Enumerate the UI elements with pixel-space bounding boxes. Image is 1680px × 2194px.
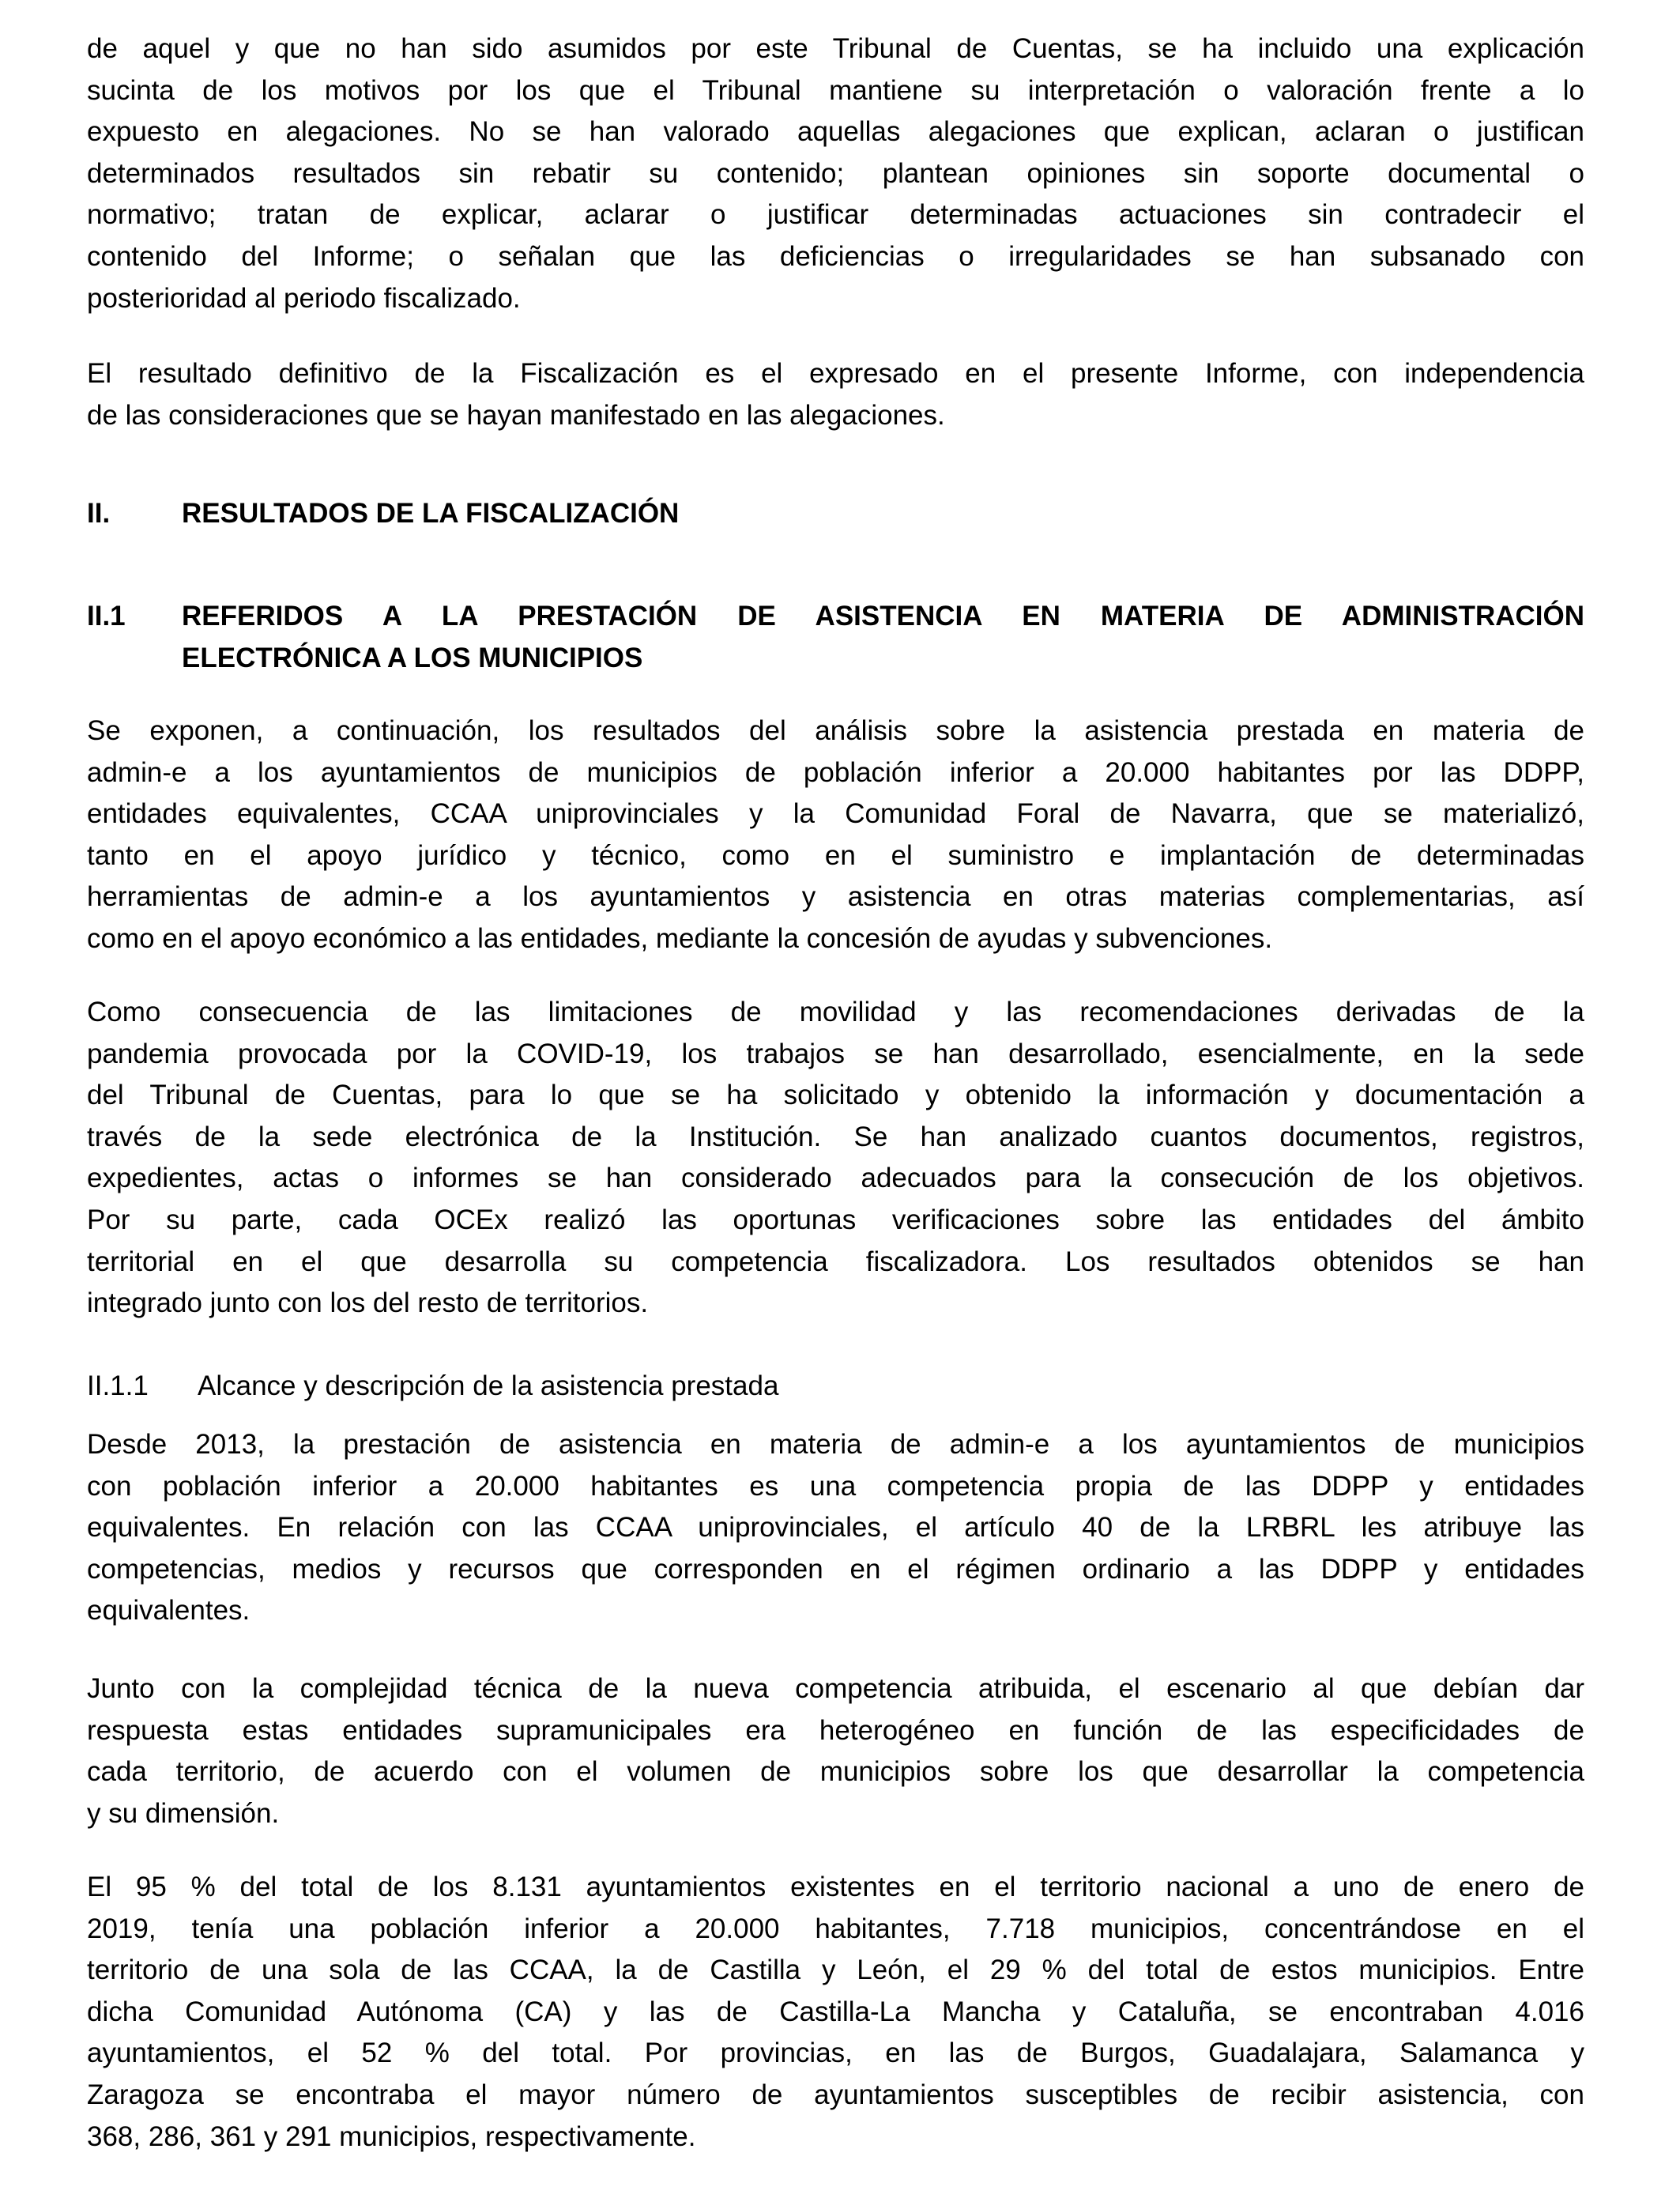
text-line: herramientas de admin-e a los ayuntamientos y asistencia en otras materias complementarias, así bbox=[87, 881, 1584, 913]
paragraph-alegaciones bbox=[87, 28, 1584, 319]
text-line: Desde 2013, la prestación de asistencia en materia de admin-e a los ayuntamientos de municipios bbox=[87, 1429, 1584, 1460]
heading-number: II.1 bbox=[87, 601, 126, 631]
text-line: territorial en el que desarrolla su competencia fiscalizadora. Los resultados obtenidos se han bbox=[87, 1246, 1584, 1277]
text-line: integrado junto con los del resto de territorios. bbox=[87, 1287, 649, 1319]
text-line: Junto con la complejidad técnica de la nueva competencia atribuida, el escenario al que debían dar bbox=[87, 1673, 1584, 1704]
text-line: expedientes, actas o informes se han considerado adecuados para la consecución de los objetivos. bbox=[87, 1163, 1584, 1194]
text-line: territorio de una sola de las CCAA, la de Castilla y León, el 29 % del total de estos municipios. Entre bbox=[87, 1955, 1584, 1986]
text-line: tanto en el apoyo jurídico y técnico, como en el suministro e implantación de determinadas bbox=[87, 839, 1584, 871]
text-line: equivalentes. En relación con las CCAA uniprovinciales, el artículo 40 de la LRBRL les atribuye las bbox=[87, 1512, 1584, 1544]
text-line: Como consecuencia de las limitaciones de movilidad y las recomendaciones derivadas de la bbox=[87, 997, 1584, 1027]
text-line: sucinta de los motivos por los que el Tribunal mantiene su interpretación o valoración frente a lo bbox=[87, 74, 1584, 106]
text-line: del Tribunal de Cuentas, para lo que se ha solicitado y obtenido la información y documentación a bbox=[87, 1080, 1584, 1111]
heading-number: II.1.1 bbox=[87, 1370, 149, 1401]
heading-line: ELECTRÓNICA A LOS MUNICIPIOS bbox=[182, 642, 643, 673]
text-line: dicha Comunidad Autónoma (CA) y las de Castilla-La Mancha y Cataluña, se encontraban 4.016 bbox=[87, 1996, 1584, 2027]
text-line: y su dimensión. bbox=[87, 1797, 280, 1829]
text-line: El resultado definitivo de la Fiscalización es el expresado en el presente Informe, con independencia bbox=[87, 358, 1584, 389]
text-line: ayuntamientos, el 52 % del total. Por provincias, en las de Burgos, Guadalajara, Salamanca y bbox=[87, 2038, 1584, 2069]
paragraph-exposicion-resultados bbox=[87, 711, 1584, 960]
heading-text: RESULTADOS DE LA FISCALIZACIÓN bbox=[182, 498, 680, 529]
text-line: Zaragoza se encontraba el mayor número de ayuntamientos susceptibles de recibir asistencia, con bbox=[87, 2079, 1584, 2110]
paragraph-resultado-definitivo bbox=[87, 353, 1584, 436]
text-line: expuesto en alegaciones. No se han valorado aquellas alegaciones que explican, aclaran o justifican bbox=[87, 116, 1584, 148]
text-line: como en el apoyo económico a las entidades, mediante la concesión de ayudas y subvenciones. bbox=[87, 922, 1273, 954]
heading-line: REFERIDOS A LA PRESTACIÓN DE ASISTENCIA EN MATERIA DE ADMINISTRACIÓN bbox=[182, 601, 1584, 631]
text-line: de las consideraciones que se hayan manifestado en las alegaciones. bbox=[87, 399, 945, 431]
heading-alcance bbox=[87, 1366, 1584, 1408]
text-line: 2019, tenía una población inferior a 20.000 habitantes, 7.718 municipios, concentrándose en el bbox=[87, 1913, 1584, 1944]
paragraph-estadisticas bbox=[87, 1867, 1584, 2158]
text-line: cada territorio, de acuerdo con el volumen de municipios sobre los que desarrollar la competencia bbox=[87, 1756, 1584, 1788]
text-line: admin-e a los ayuntamientos de municipios de población inferior a 20.000 habitantes por las DDPP, bbox=[87, 756, 1584, 788]
paragraph-covid bbox=[87, 992, 1584, 1325]
text-line: con población inferior a 20.000 habitantes es una competencia propia de las DDPP y entidades bbox=[87, 1470, 1584, 1502]
text-line: entidades equivalentes, CCAA uniprovinciales y la Comunidad Foral de Navarra, que se materializó, bbox=[87, 798, 1584, 830]
text-line: de aquel y que no han sido asumidos por este Tribunal de Cuentas, se ha incluido una explicación bbox=[87, 33, 1584, 64]
text-line: equivalentes. bbox=[87, 1595, 250, 1627]
text-line: Por su parte, cada OCEx realizó las oportunas verificaciones sobre las entidades del ámbito bbox=[87, 1204, 1584, 1235]
text-line: contenido del Informe; o señalan que las deficiencias o irregularidades se han subsanado con bbox=[87, 240, 1584, 272]
text-line: El 95 % del total de los 8.131 ayuntamientos existentes en el territorio nacional a uno de enero de bbox=[87, 1872, 1584, 1902]
heading-referidos-asistencia bbox=[87, 596, 1584, 680]
paragraph-desde-2013 bbox=[87, 1424, 1584, 1632]
heading-number: II. bbox=[87, 498, 111, 529]
text-line: competencias, medios y recursos que corresponden en el régimen ordinario a las DDPP y entidades bbox=[87, 1553, 1584, 1585]
heading-text: Alcance y descripción de la asistencia prestada bbox=[198, 1370, 779, 1401]
text-line: normativo; tratan de explicar, aclarar o justificar determinadas actuaciones sin contradecir el bbox=[87, 199, 1584, 231]
text-line: pandemia provocada por la COVID-19, los trabajos se han desarrollado, esencialmente, en la sede bbox=[87, 1038, 1584, 1069]
heading-resultados bbox=[87, 493, 1584, 535]
heading-text bbox=[182, 596, 1584, 679]
text-line: respuesta estas entidades supramunicipales era heterogéneo en función de las especificidades de bbox=[87, 1714, 1584, 1746]
text-line: 368, 286, 361 y 291 municipios, respectivamente. bbox=[87, 2120, 696, 2152]
paragraph-complejidad bbox=[87, 1668, 1584, 1834]
text-line: posterioridad al periodo fiscalizado. bbox=[87, 282, 521, 314]
text-line: Se exponen, a continuación, los resultados del análisis sobre la asistencia prestada en materia de bbox=[87, 715, 1584, 746]
text-line: determinados resultados sin rebatir su contenido; plantean opiniones sin soporte documental o bbox=[87, 157, 1584, 189]
text-line: través de la sede electrónica de la Institución. Se han analizado cuantos documentos, registros, bbox=[87, 1121, 1584, 1152]
